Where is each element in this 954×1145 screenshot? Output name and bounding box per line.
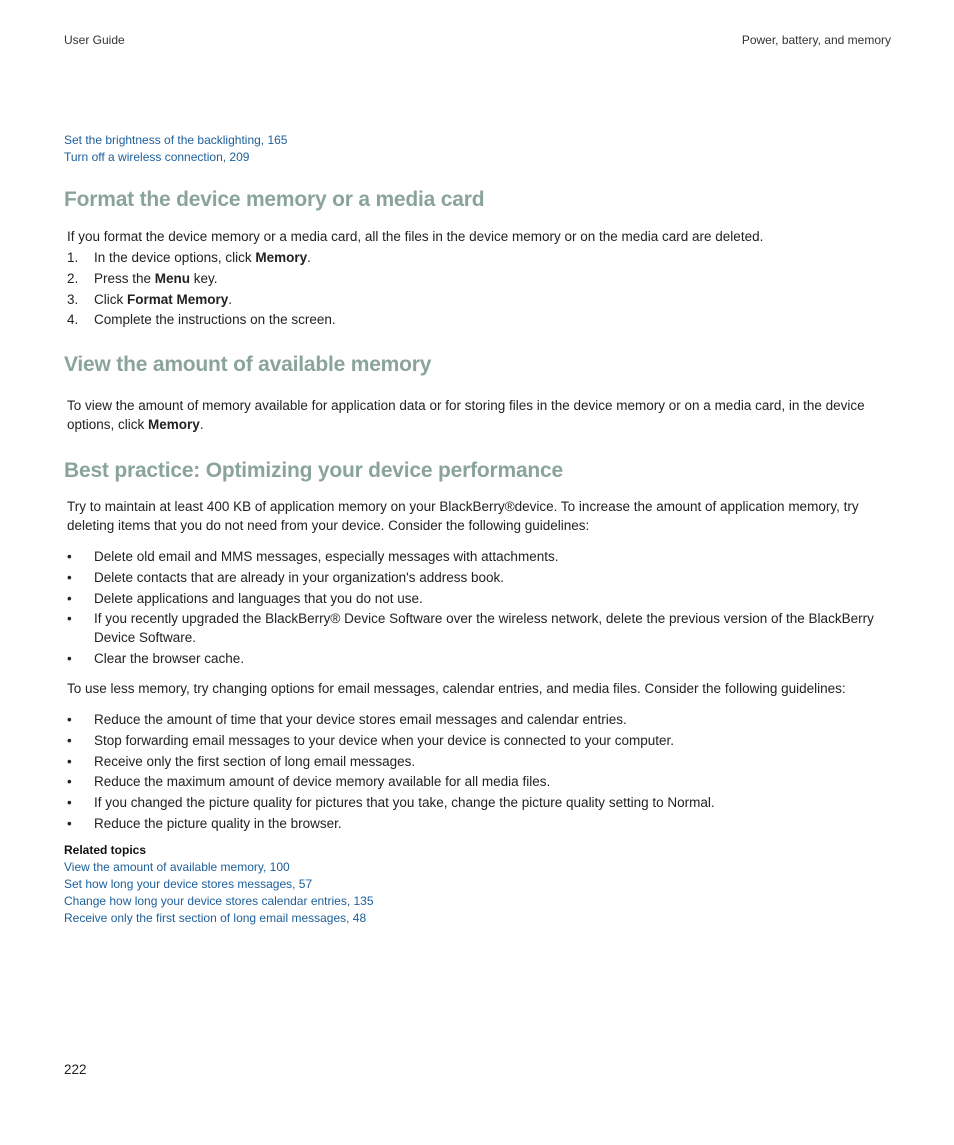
bullet: • xyxy=(67,774,72,790)
list-item xyxy=(67,793,887,812)
list-item xyxy=(67,752,887,771)
list-item xyxy=(67,772,887,791)
view-bold-text: Memory xyxy=(148,417,200,432)
list-item xyxy=(67,547,887,566)
list-item xyxy=(67,649,887,668)
header-chapter-title: Power, battery, and memory xyxy=(741,33,891,47)
option-guidelines-list xyxy=(67,710,887,835)
step-bold-text: Memory xyxy=(255,250,308,265)
bullet: • xyxy=(67,712,72,727)
step-number: 2. xyxy=(67,270,79,286)
link-receive-first-section[interactable]: Receive only the first section of long email messages, 48 xyxy=(64,911,367,925)
step-bold-text: Format Memory xyxy=(127,291,229,307)
list-item xyxy=(67,290,887,309)
best-practice-intro: Try to maintain at least 400 KB of application memory on your BlackBerry®device. To increase the amount of application memory, try deleting items that you do not need from your device. Consider the following guidelines: xyxy=(67,499,859,533)
link-view-available-memory[interactable]: View the amount of available memory, 100 xyxy=(64,860,290,874)
step-text: Click xyxy=(94,291,127,307)
best-practice-middle: To use less memory, try changing options for email messages, calendar entries, and media files. Consider the following guidelines: xyxy=(67,681,846,696)
list-item xyxy=(67,814,887,833)
list-item-text: If you changed the picture quality for pictures that you take, change the picture quality setting to Normal. xyxy=(94,795,715,811)
heading-best-practice: Best practice: Optimizing your device performance xyxy=(64,459,564,482)
list-item-text: Reduce the maximum amount of device memory available for all media files. xyxy=(94,774,551,790)
list-item-text: Reduce the picture quality in the browser. xyxy=(94,815,342,831)
bullet: • xyxy=(67,549,72,564)
link-calendar-storage-duration[interactable]: Change how long your device stores calendar entries, 135 xyxy=(64,894,374,908)
link-turn-off-wireless[interactable]: Turn off a wireless connection, 209 xyxy=(64,150,250,164)
list-item-text: Stop forwarding email messages to your device when your device is connected to your computer. xyxy=(94,732,675,748)
format-intro: If you format the device memory or a media card, all the files in the device memory or on the media card are deleted. xyxy=(67,229,764,244)
heading-format-memory: Format the device memory or a media card xyxy=(64,188,485,211)
list-item xyxy=(67,248,887,267)
top-related-links xyxy=(64,132,287,166)
step-bold-text: Menu xyxy=(154,270,191,286)
list-item-text: Delete contacts that are already in your organization's address book. xyxy=(94,569,505,585)
step-number: 3. xyxy=(67,291,79,307)
format-steps-list xyxy=(67,248,887,331)
bullet: • xyxy=(67,569,72,585)
bullet: • xyxy=(67,732,72,748)
list-item xyxy=(67,568,887,587)
step-text: In the device options, click xyxy=(94,250,256,265)
list-item-text: Delete applications and languages that you do not use. xyxy=(94,590,423,606)
bullet: • xyxy=(67,651,72,667)
view-text: To view the amount of memory available for application data or for storing files in the device memory or on a media card, in the device options, click xyxy=(67,398,865,432)
list-item xyxy=(67,731,887,750)
list-item xyxy=(67,269,887,288)
link-backlighting-brightness[interactable]: Set the brightness of the backlighting, 165 xyxy=(64,133,288,147)
list-item xyxy=(67,609,887,647)
step-text-end: key. xyxy=(190,270,218,286)
step-text: Press the xyxy=(94,270,155,286)
list-item-text: Receive only the first section of long email messages. xyxy=(94,753,416,769)
bullet: • xyxy=(67,815,72,831)
related-topics-title: Related topics xyxy=(64,843,147,857)
list-item xyxy=(67,589,887,608)
page-number: 222 xyxy=(64,1062,87,1077)
heading-view-memory: View the amount of available memory xyxy=(64,353,432,376)
bullet: • xyxy=(67,590,72,606)
header-guide-title: User Guide xyxy=(64,33,125,47)
list-item-text: Clear the browser cache. xyxy=(94,651,245,667)
link-message-storage-duration[interactable]: Set how long your device stores messages, 57 xyxy=(64,877,313,891)
step-text-end: . xyxy=(228,291,233,307)
view-memory-text xyxy=(67,396,887,434)
step-text: Complete the instructions on the screen. xyxy=(94,312,336,328)
page-header xyxy=(64,33,891,49)
view-text-end: . xyxy=(199,417,204,432)
step-text-end: . xyxy=(307,250,311,265)
bullet: • xyxy=(67,795,72,811)
step-number: 4. xyxy=(67,312,79,328)
list-item xyxy=(67,310,887,329)
list-item-text: If you recently upgraded the BlackBerry® Device Software over the wireless network, delete the previous version of the BlackBerry Device Software. xyxy=(94,611,874,646)
memory-guidelines-list xyxy=(67,547,887,670)
list-item xyxy=(67,710,887,729)
list-item-text: Delete old email and MMS messages, especially messages with attachments. xyxy=(94,549,559,564)
step-number: 1. xyxy=(67,250,79,265)
list-item-text: Reduce the amount of time that your device stores email messages and calendar entries. xyxy=(94,712,627,727)
bullet: • xyxy=(67,753,72,769)
bullet: • xyxy=(67,611,72,627)
related-topics xyxy=(64,842,374,927)
